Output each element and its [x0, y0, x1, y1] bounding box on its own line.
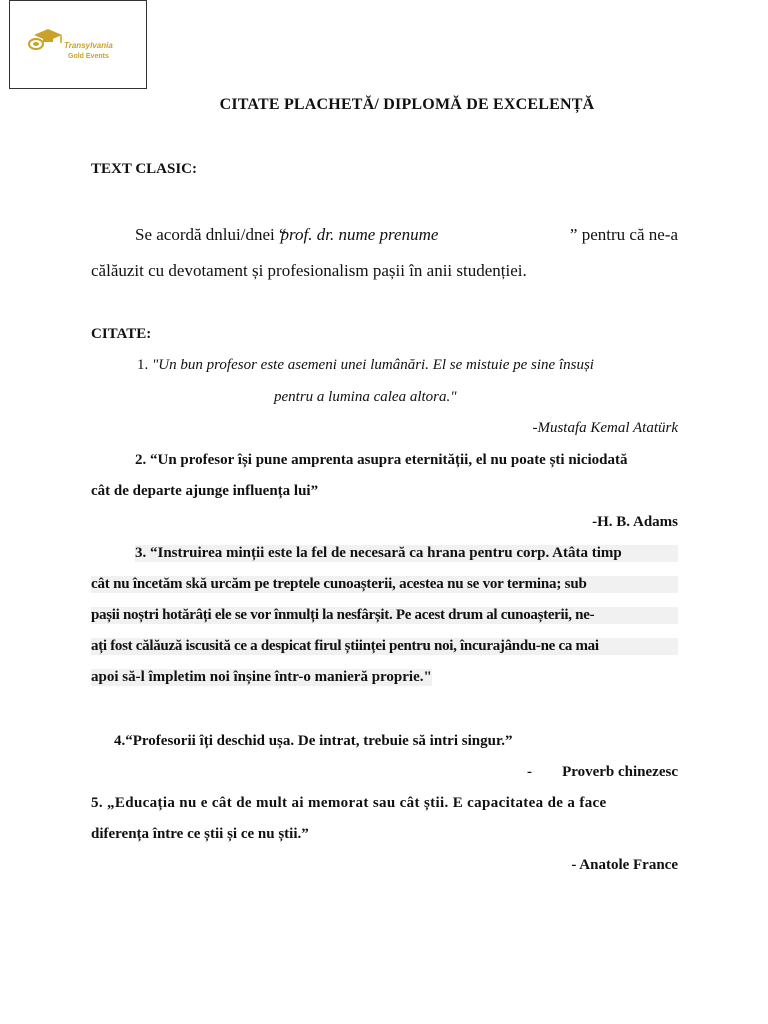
classic-heading: TEXT CLASIC: — [91, 161, 198, 177]
classic-paragraph-line2: călăuzit cu devotament și profesionalism pașii în anii studenției. — [91, 261, 527, 280]
page-title: CITATE PLACHETĂ/ DIPLOMĂ DE EXCELENȚĂ — [219, 96, 595, 113]
quote-5-author: - Anatole France — [571, 857, 678, 873]
classic-line1-placeholder: prof. dr. nume prenume — [280, 225, 439, 244]
company-logo — [9, 0, 147, 89]
classic-line1-end: ” pentru că ne-a — [569, 225, 678, 244]
quote-2-author: -H. B. Adams — [592, 514, 678, 530]
quote-3-line3: pașii noștri hotărâți ele se vor înmulți la nesfârșit. Pe acest drum al cunoașterii, ne- — [91, 607, 678, 624]
citate-heading: CITATE: — [91, 326, 152, 342]
quote-4-author: Proverb chinezesc — [562, 764, 678, 780]
quote-5-line2: diferența între ce știi și ce nu știi.” — [91, 826, 309, 842]
graduation-cap-icon — [28, 27, 68, 57]
quote-3-line5: apoi să-l împletim noi înșine într-o manieră proprie." — [91, 669, 432, 685]
quote-3-line1: 3. “Instruirea minții este la fel de necesară ca hrana pentru corp. Atâta timp — [135, 545, 678, 562]
quote-5-line1: 5. „Educația nu e cât de mult ai memorat sau cât știi. E capacitatea de a face — [91, 795, 607, 811]
quote-1-line2: pentru a lumina calea altora." — [274, 389, 457, 405]
quote-3-line2: cât nu încetăm skă urcăm pe treptele cunoașterii, acestea nu se vor termina; sub — [91, 576, 678, 593]
quote-1-line1 — [137, 357, 594, 374]
quote-1-number: 1. — [137, 357, 149, 373]
quote-1-author: -Mustafa Kemal Atatürk — [532, 420, 678, 436]
quote-2-line1: 2. “Un profesor își pune amprenta asupra eternității, el nu poate ști niciodată — [135, 452, 628, 468]
classic-paragraph-line1 — [135, 225, 678, 245]
quote-4-line1: 4.“Profesorii îți deschid ușa. De intrat, trebuie să intri singur.” — [114, 733, 513, 749]
quote-4-author-dash: - — [527, 764, 532, 780]
quote-2-line2: cât de departe ajunge influența lui” — [91, 483, 319, 499]
logo-text-subtitle: Gold Events — [68, 53, 109, 60]
logo-text-brand: Transylvania — [64, 41, 113, 50]
quote-3-line4: ați fost călăuză iscusită ce a despicat firul științei pentru noi, încurajându-ne ca mai — [91, 638, 678, 655]
quote-1-text-a: "Un bun profesor este asemeni unei lumânări. El se mistuie pe sine însuși — [152, 357, 594, 373]
classic-line1-start: Se acordă dnlui/dnei “ — [135, 225, 287, 244]
